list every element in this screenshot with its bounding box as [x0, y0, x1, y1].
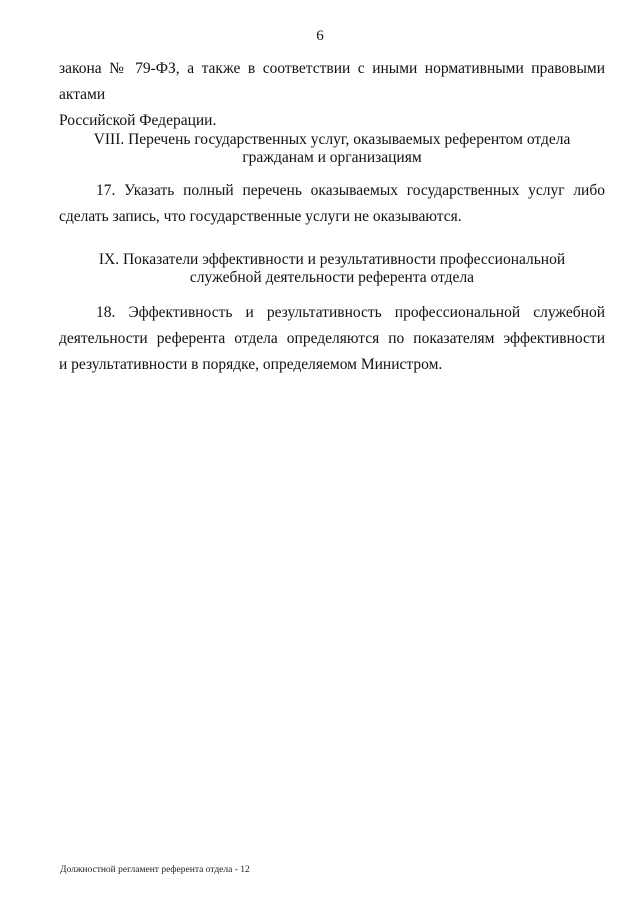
continuation-paragraph — [59, 56, 605, 134]
heading-line: IX. Показатели эффективности и результативности профессиональной — [98, 251, 566, 268]
paragraph-line: 17. Указать полный перечень оказываемых государственных услуг либо — [96, 182, 605, 199]
section-viii-heading — [59, 131, 605, 167]
paragraph-line: 18. Эффективность и результативность профессиональной служебной — [96, 304, 605, 321]
paragraph-line: деятельности референта отдела определяются по показателям эффективности — [59, 330, 605, 347]
heading-line: VIII. Перечень государственных услуг, оказываемых референтом отдела — [93, 131, 571, 148]
heading-line: служебной деятельности референта отдела — [189, 269, 475, 286]
section-ix-heading — [59, 251, 605, 287]
heading-line: гражданам и организациям — [242, 149, 422, 166]
paragraph-line: Российской Федерации. — [59, 112, 217, 129]
paragraph-line: закона № 79-ФЗ, а также в соответствии с иными нормативными правовыми актами — [59, 60, 605, 103]
item-17-paragraph — [59, 178, 605, 230]
paragraph-line: сделать запись, что государственные услуги не оказываются. — [59, 208, 462, 225]
document-footer: Должностной регламент референта отдела - 12 — [60, 865, 250, 875]
item-18-paragraph — [59, 300, 605, 378]
page-number: 6 — [316, 28, 324, 44]
paragraph-line: и результативности в порядке, определяемом Министром. — [59, 356, 443, 373]
